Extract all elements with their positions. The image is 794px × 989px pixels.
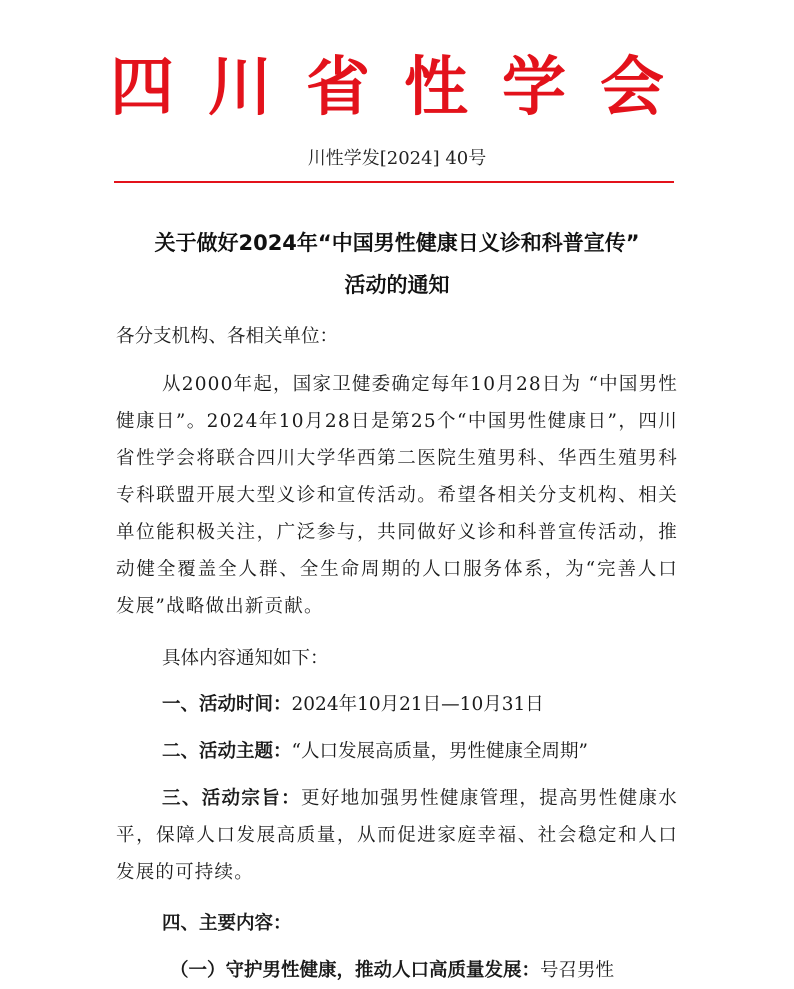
subsection-1 bbox=[116, 952, 678, 989]
intro-paragraph: 从2000年起，国家卫健委确定每年10月28日为 “中国男性健康日”。2024年10月28日是第25个“中国男性健康日”，四川省性学会将联合四川大学华西第二医院生殖男科、华西生殖男科专科联盟开展大型义诊和宣传活动。希望各相关分支机构、相关单位能积极关注，广泛参与，共同做好义诊和科普宣传活动，推动健全覆盖全人群、全生命周期的人口服务体系，为“完善人口发展”战略做出新贡献。 bbox=[116, 374, 678, 617]
subsection-1-label: （一）守护男性健康，推动人口高质量发展： bbox=[170, 960, 541, 981]
section-content bbox=[116, 905, 678, 942]
section-content-label: 四、主要内容： bbox=[162, 913, 292, 934]
notice-title-line-1: 关于做好2024年“中国男性健康日义诊和科普宣传” bbox=[154, 231, 640, 255]
details-intro: 具体内容通知如下： bbox=[162, 648, 329, 669]
section-time bbox=[116, 686, 678, 723]
section-theme-value: “人口发展高质量，男性健康全周期” bbox=[291, 741, 588, 762]
document-number: 川性学发[2024] 40号 bbox=[307, 148, 487, 169]
section-theme-label: 二、活动主题： bbox=[162, 741, 292, 762]
section-purpose-value: 更好地加强男性健康管理，提高男性健康水平，保障人口发展高质量，从而促进家庭幸福、社会稳定和人口发展的可持续。 bbox=[116, 788, 678, 883]
red-divider bbox=[114, 181, 674, 183]
section-purpose bbox=[116, 780, 678, 891]
notice-title-line-2: 活动的通知 bbox=[344, 273, 450, 297]
subsection-1-value: 号召男性 bbox=[540, 960, 615, 981]
section-theme bbox=[116, 733, 678, 770]
section-purpose-label: 三、活动宗旨： bbox=[162, 788, 301, 809]
org-name-heading: 四川省性学会 bbox=[110, 51, 698, 125]
section-time-label: 一、活动时间： bbox=[162, 694, 292, 715]
section-time-value: 2024年10月21日—10月31日 bbox=[291, 694, 544, 715]
greeting: 各分支机构、各相关单位： bbox=[116, 326, 339, 347]
